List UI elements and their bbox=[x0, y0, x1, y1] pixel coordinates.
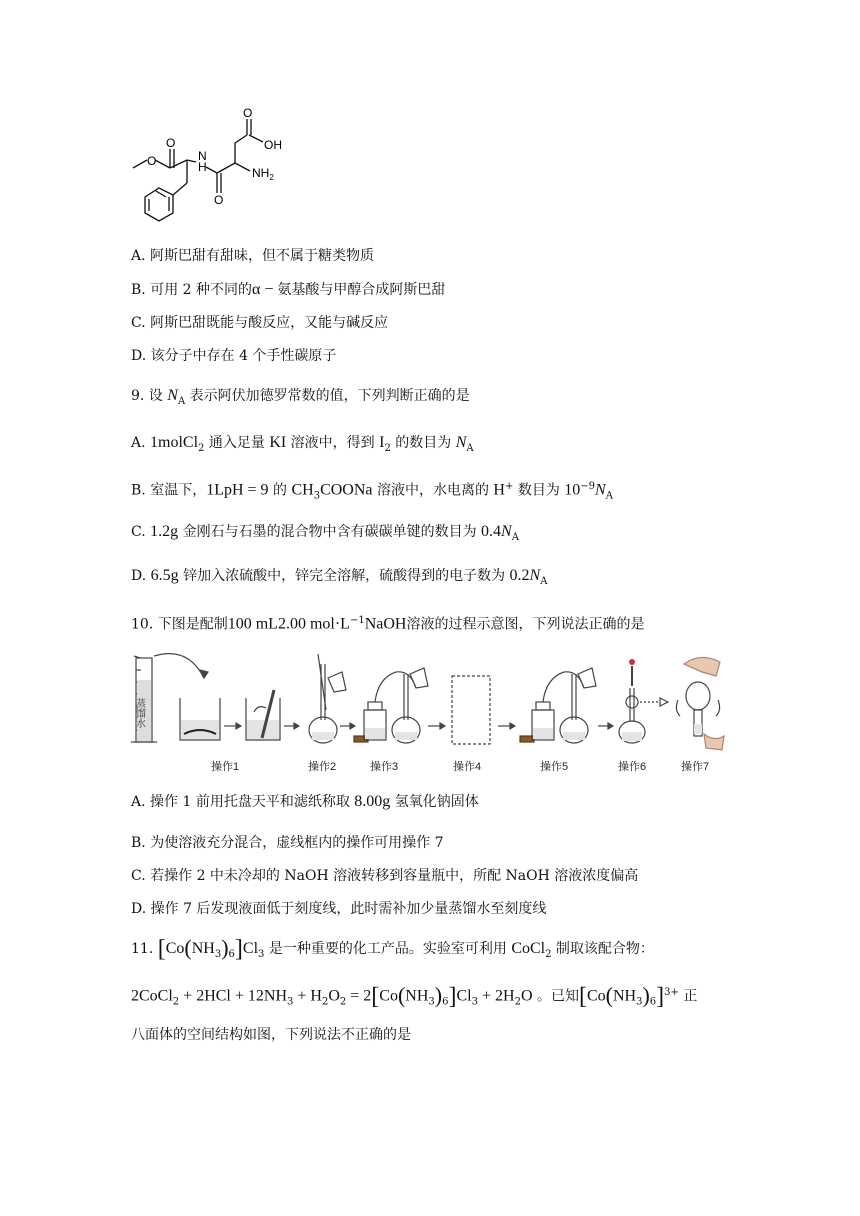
op-label-3: 操作3 bbox=[370, 761, 399, 773]
q10-stem bbox=[131, 611, 644, 635]
q9-b-coona: COONa bbox=[320, 481, 373, 499]
q9-d-value: 0.2 bbox=[509, 567, 530, 584]
q10-option-a bbox=[131, 792, 479, 812]
q11-ion-six: 6 bbox=[649, 996, 657, 1008]
q9-option-c bbox=[131, 522, 519, 548]
water-label: 蒸馏水 bbox=[133, 698, 145, 728]
q10-stem-prefix: 10. 下图是配制 bbox=[131, 616, 228, 633]
q11-eq-a-sub: 2 bbox=[172, 996, 180, 1008]
q9-b-pow-sup: −9 bbox=[580, 481, 596, 492]
q11-co: Co bbox=[165, 940, 185, 957]
q9-b-ch3: CH bbox=[291, 481, 314, 499]
q9-b-pow: 10 bbox=[564, 481, 581, 499]
q11-eq-c-sub: 2 bbox=[321, 996, 329, 1008]
q9-option-a bbox=[131, 433, 474, 459]
q11-six: 6 bbox=[228, 948, 235, 960]
q9-b-h-sup: + bbox=[504, 481, 514, 492]
acid-hydroxyl: OH bbox=[264, 138, 282, 152]
q11-eq-b: + 2HCl + 12NH bbox=[179, 987, 287, 1005]
q11-eq-nh3-sub: 3 bbox=[428, 996, 435, 1008]
q10-stem-suffix: 溶液的过程示意图，下列说法正确的是 bbox=[406, 616, 645, 633]
amino-group: $NH_2$ bbox=[252, 166, 274, 182]
q9-stem-suffix: 表示阿伏加德罗常数的值，下列判断正确的是 bbox=[185, 388, 470, 404]
q9-a-label: A. bbox=[131, 435, 151, 451]
q11-cl-sub: 3 bbox=[258, 948, 265, 960]
op-label-5: 操作5 bbox=[540, 761, 569, 773]
q11-eq-nh3: NH bbox=[405, 987, 429, 1005]
q8-b-suffix: 氨基酸与甲醇合成阿斯巴甜 bbox=[277, 282, 446, 298]
q11-ion-co: Co bbox=[586, 987, 606, 1005]
q9-option-d bbox=[131, 566, 547, 592]
q11-equation-line: 2CoCl$_2$ + $2HCl + 12NH_3 + H_2O_2 = 2[Co(NH_3)_6]Cl_3 + 2H_2O$ 。已知$[Co(NH_3)_6]^{3+}$ 正 bbox=[131, 982, 698, 1010]
q9-a-text3: 的数目为 bbox=[390, 435, 456, 451]
q10-option-c: C. 若操作 2 中未冷却的 NaOH 溶液转移到容量瓶中，所配 NaOH 溶液浓度偏高 bbox=[131, 868, 639, 884]
q9-c-na-sub: A bbox=[511, 531, 519, 543]
q9-c-na: N bbox=[501, 523, 512, 540]
q11-stem-line3: 八面体的空间结构如图，下列说法不正确的是 bbox=[131, 1027, 411, 1043]
q9-d-na: N bbox=[529, 567, 541, 584]
q11-eq-cl: Cl bbox=[456, 987, 472, 1005]
q9-stem bbox=[131, 386, 470, 412]
q9-stem-prefix: 9. 设 bbox=[131, 388, 168, 404]
q10-option-b: B. 为使溶液充分混合，虚线框内的操作可用操作 7 bbox=[131, 835, 444, 851]
q10-option-d: D. 操作 7 后发现液面低于刻度线，此时需补加少量蒸馏水至刻度线 bbox=[131, 901, 547, 917]
q9-a-text1: 通入足量 bbox=[204, 435, 270, 451]
q9-a-text2: 溶液中，得到 bbox=[286, 435, 380, 451]
q9-na: N bbox=[167, 387, 178, 404]
q11-ion-nh3-sub: 3 bbox=[636, 996, 643, 1008]
q9-a-formula: 1molCl bbox=[150, 434, 199, 451]
aspartame-structure bbox=[125, 105, 325, 225]
q11-eq-co: Co bbox=[379, 987, 398, 1005]
q9-option-b bbox=[131, 477, 613, 506]
q9-a-ki: KI bbox=[269, 434, 287, 451]
amide-hydrogen: H bbox=[198, 160, 207, 174]
op-label-6: 操作6 bbox=[618, 761, 647, 773]
q11-nh3: NH bbox=[191, 940, 215, 957]
q11-text1: 是一种重要的化工产品。实验室可利用 bbox=[264, 941, 512, 957]
q9-a-formula-sub: 2 bbox=[198, 442, 205, 454]
q11-eq-six: 6 bbox=[442, 996, 449, 1008]
q8-option-d: D. 该分子中存在 4 个手性碳原子 bbox=[131, 348, 337, 364]
q9-b-na: N bbox=[595, 481, 606, 499]
q9-b-text3: 数目为 bbox=[513, 482, 565, 499]
q11-eq-d-sub: 2 bbox=[339, 996, 347, 1008]
q10-a-prefix: A. 操作 1 前用托盘天平和滤纸称取 bbox=[131, 794, 355, 810]
q11-eq-a: 2CoCl bbox=[131, 987, 173, 1005]
q9-d-text1: 锌加入浓硫酸中，锌完全溶解，硫酸得到的电子数为 bbox=[178, 568, 510, 584]
q9-c-label: C. bbox=[131, 524, 151, 540]
q11-number: 11. bbox=[131, 941, 158, 957]
q9-c-text1: 金刚石与石墨的混合物中含有碳碳单键的数目为 bbox=[178, 524, 482, 540]
q9-na-sub: A bbox=[177, 395, 186, 407]
q11-eq-e: = 2 bbox=[346, 987, 372, 1005]
q11-cocl2: CoCl bbox=[511, 940, 546, 957]
q11-cocl2-sub: 2 bbox=[545, 948, 552, 960]
q11-nh3-sub: 3 bbox=[214, 948, 222, 960]
acid-carbonyl-oxygen: O bbox=[243, 106, 253, 120]
q9-d-label: D. bbox=[131, 568, 151, 584]
q10-concentration: 100 mL2.00 mol·L bbox=[227, 615, 350, 633]
q11-text2: 制取该配合物： bbox=[551, 941, 654, 957]
q9-b-na-sub: A bbox=[605, 490, 613, 502]
op-label-2: 操作2 bbox=[308, 761, 337, 773]
q11-stem-line1: 11. $[Co(NH_3)_6]Cl_3$ 是一种重要的化工产品。实验室可利用 CoCl$_2$ 制取该配合物： bbox=[131, 935, 654, 962]
q11-text4: 正 bbox=[678, 988, 698, 1005]
q9-b-text1: 的 bbox=[268, 482, 292, 499]
q11-eq-c: + H bbox=[293, 987, 322, 1005]
q9-b-ph: 1LpH = 9 bbox=[206, 481, 269, 499]
q11-eq-cl-sub: 3 bbox=[471, 996, 478, 1008]
q9-d-mass: 6.5g bbox=[150, 567, 179, 584]
q11-cl: Cl bbox=[242, 940, 259, 957]
q11-text3: 。已知 bbox=[532, 988, 579, 1005]
q9-a-iodine-sub: 2 bbox=[384, 442, 391, 454]
q8-b-prefix: B. 可用 2 种不同的 bbox=[131, 282, 252, 298]
solution-preparation-figure bbox=[128, 650, 728, 775]
q11-eq-d: O bbox=[328, 987, 340, 1005]
q11-ion-nh3: NH bbox=[612, 987, 637, 1005]
q9-d-na-sub: A bbox=[540, 575, 548, 587]
q8-option-c: C. 阿斯巴甜既能与酸反应，又能与碱反应 bbox=[131, 315, 389, 331]
q9-a-na-sub: A bbox=[466, 442, 474, 454]
q11-eq-f: + 2H bbox=[477, 987, 515, 1005]
q9-c-mass: 1.2g bbox=[150, 523, 179, 540]
q8-option-b bbox=[131, 280, 445, 300]
op-label-7: 操作7 bbox=[681, 761, 710, 773]
q10-a-mass: 8.00g bbox=[354, 793, 391, 810]
q11-eq-b-sub: 3 bbox=[287, 996, 294, 1008]
q9-a-iodine: I bbox=[379, 434, 385, 451]
q9-a-na: N bbox=[455, 434, 467, 451]
amide-nitrogen: N bbox=[198, 149, 207, 163]
op-label-1: 操作1 bbox=[211, 761, 240, 773]
q10-a-suffix: 氢氧化钠固体 bbox=[390, 794, 479, 810]
q9-b-label: B. 室温下， bbox=[131, 482, 207, 499]
q11-ion-charge: 3+ bbox=[664, 987, 679, 998]
q9-b-h: H bbox=[493, 481, 505, 499]
q10-naoh: NaOH bbox=[364, 615, 407, 633]
q8-b-alpha: α − bbox=[252, 281, 278, 298]
ester-carbonyl-oxygen: O bbox=[166, 136, 176, 150]
q10-concentration-sup: −1 bbox=[349, 615, 365, 626]
ester-oxygen: O bbox=[147, 154, 157, 168]
op-label-4: 操作4 bbox=[453, 761, 482, 773]
amide-carbonyl-oxygen: O bbox=[214, 193, 224, 207]
q9-b-text2: 溶液中，水电离的 bbox=[372, 482, 494, 499]
q11-eq-g: O bbox=[520, 987, 533, 1005]
q8-option-a: A. 阿斯巴甜有甜味，但不属于糖类物质 bbox=[131, 248, 375, 264]
q9-b-ch3-sub: 3 bbox=[313, 490, 321, 502]
q11-eq-f-sub: 2 bbox=[514, 996, 521, 1008]
q9-c-value: 0.4 bbox=[481, 523, 502, 540]
